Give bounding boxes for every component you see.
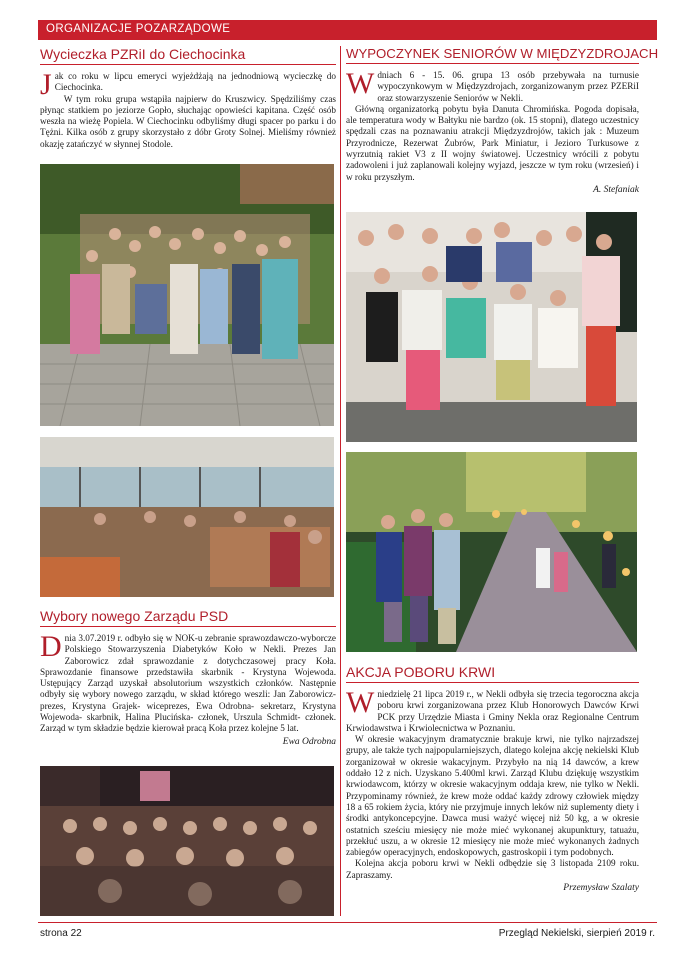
paragraph: niedzielę 21 lipca 2019 r., w Nekli odbyła się trzecia tegoroczna akcja poboru krwi zorganizowana przez Klub Honorowych Dawców Krwi PCK przy Urzędzie Miasta i Gminy Nekla oraz Regionalne Centrum Krwiodawstwa i Krwiolecnictwa w Poznaniu. bbox=[346, 689, 639, 733]
author: A. Stefaniak bbox=[593, 184, 639, 195]
section-label: ORGANIZACJE POZARZĄDOWE bbox=[46, 23, 231, 35]
paragraph: W tym roku grupa wstąpiła najpierw do Kruszwicy. Spędziliśmy czas płynąc statkiem po jeziorze Gopło, słuchając opowieści kapitana. Część osób weszła na wieżę Popiela. W Ciechocinku odbyliśmy długi spacer po parku i do Tężni. Kilka osób z grupy skorzystało z dóbr Groty Solnej. Mieliśmy również okazję zatańczyć w słynnej Stodole. bbox=[40, 93, 336, 149]
author: Przemysław Szalaty bbox=[563, 883, 639, 894]
paragraph: ak co roku w lipcu emeryci wyjeżdżają na jednodniową wycieczkę do Ciechocinka. bbox=[54, 71, 336, 93]
photo-boat-interior bbox=[40, 437, 334, 597]
photo-group-ciechocinek bbox=[40, 164, 334, 426]
photo-promenade-evening bbox=[346, 452, 637, 652]
article-psd-elections bbox=[40, 608, 336, 747]
column-divider bbox=[340, 46, 341, 916]
paragraph: W okresie wakacyjnym dramatycznie brakuje krwi, nie tylko najrzadszej grupy, ale także tych najpopularniejszych, dlatego kolejna akcję nekielski Klub zorganizował w okresie wakacyjnym. Przybyło na nią 14 dawców, a krew oddało 12 z nich. Uzyskano 5.400ml krwi. Zarząd Klubu dziękuję wszystkim krwiodawcom, którzy w okresie wakacyjnym oddaja krew, nie tylko w Nekli. Przypominamy również, że krew może oddać każdy zdrowy człowiek między 18 a 65 rokiem życia, który nie przyjmuje innych leków niż suplementy diety i środki antykoncepcyjne. Dawca musi ważyć więcej niż 50 kg, a w okresie ostatnich sześciu miesięcy nie może mieć wykonanej akupunktury, tatuażu, przekłuć uszu, a w okresie 12 miesięcy nie może mieć wykonanych żadnych zabiegów operacyjnych, endoskopowych, gastroskopii i tym podobnych. bbox=[346, 734, 639, 858]
dropcap: D bbox=[40, 630, 62, 663]
photo-seniors-group bbox=[346, 212, 637, 442]
title-underline bbox=[40, 626, 336, 627]
section-banner bbox=[38, 20, 657, 40]
article-body bbox=[346, 67, 639, 183]
article-body bbox=[346, 686, 639, 881]
article-title: AKCJA POBORU KRWI bbox=[346, 664, 496, 680]
article-miedzyzdroje bbox=[346, 46, 659, 195]
article-title: Wybory nowego Zarządu PSD bbox=[40, 608, 229, 624]
paragraph: Kolejna akcja poboru krwi w Nekli odbędzie się 3 listopada 2109 roku. Zapraszamy. bbox=[346, 858, 639, 880]
title-underline bbox=[346, 63, 639, 64]
photo-meeting-hall bbox=[40, 766, 334, 916]
dropcap: W bbox=[346, 67, 375, 100]
article-blood-drive bbox=[346, 664, 639, 893]
paragraph: Główną organizatorką pobytu była Danuta Chromińska. Pogoda dopisała, ale temperatura wody w Bałtyku nie bardzo (ok. 15 stopni), dlatego uczestnicy spędzali czas na poznawaniu atrakcji Międzyzdrojów, takich jak : Muzeum Przyrodnicze, Rezerwat Żubrów, Park Miniatur, i Jezioro Turkusowe z wyrzutnią rakiet V3 z II wojny światowej. Uczestnicy wrócili z pobytu zadowoleni i już zaplanowali kolejny wyjazd, jeszcze w tym roku (wrzesień) i w roku przyszłym. bbox=[346, 103, 639, 182]
issue-info: Przegląd Nekielski, sierpień 2019 r. bbox=[498, 928, 655, 939]
article-body bbox=[40, 68, 336, 150]
footer-rule bbox=[38, 922, 657, 923]
title-underline bbox=[40, 64, 336, 65]
article-title: WYPOCZYNEK SENIORÓW W MIĘDZYZDROJACH bbox=[346, 46, 659, 61]
paragraph: nia 3.07.2019 r. odbyło się w NOK-u zebranie sprawozdawczo-wyborcze Polskiego Stowarzyszenia Diabetyków Koło w Nekli. Prezes Jan Zaborowicz zdał sprawozdanie z dotychczasowej pracy Koła. Sprawozdanie finansowe przedstawiła skarbnik - Krystyna Wojewoda. Ustępujący Zarząd uzyskał absolutorium wszystkich członków. Następnie odbyły się wybory nowego zarządu, w skład którego weszli: Jan Zaborowicz- prezes, Krystyna Grajek- wiceprezes, Ewa Odrobna- sekretarz, Krystyna Wojewoda- skarbnik, Halina Plucińska- członek, Urszula Schmidt- członek. Zarząd w tym składzie będzie kierował pracą Koła przez kolejne 5 lat. bbox=[40, 633, 336, 734]
article-body bbox=[40, 630, 336, 735]
dropcap: J bbox=[40, 68, 52, 101]
author: Ewa Odrobna bbox=[282, 736, 336, 747]
dropcap: W bbox=[346, 686, 375, 719]
article-title: Wycieczka PZRiI do Ciechocinka bbox=[40, 46, 246, 62]
paragraph: dniach 6 - 15. 06. grupa 13 osób przebywała na turnusie wypoczynkowym w Międzyzdrojach, zorganizowanym przez PZERiI oraz stowarzyszenie Seniorów w Nekli. bbox=[377, 70, 639, 103]
title-underline bbox=[346, 682, 639, 683]
article-ciechocinek bbox=[40, 46, 336, 150]
page-number: strona 22 bbox=[40, 928, 82, 939]
